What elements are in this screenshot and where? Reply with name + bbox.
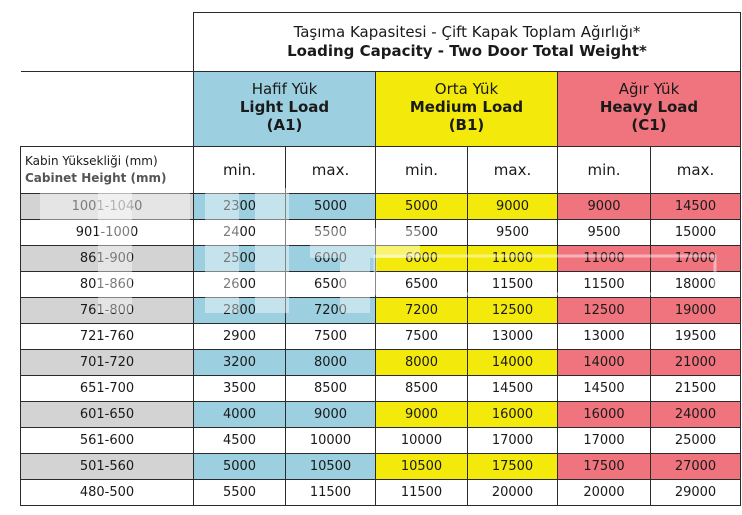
- min-value-cell: 3200: [194, 350, 286, 376]
- min-value-cell: 9500: [558, 220, 651, 246]
- max-value-cell: 17000: [468, 428, 558, 454]
- max-value-cell: 10000: [286, 428, 376, 454]
- group-code: (C1): [631, 116, 667, 134]
- max-value-cell: 8500: [286, 376, 376, 402]
- min-value-cell: 2300: [194, 194, 286, 220]
- max-value-cell: 20000: [468, 480, 558, 506]
- min-value-cell: 2600: [194, 272, 286, 298]
- group-code: (B1): [448, 116, 485, 134]
- blank-corner: [21, 13, 194, 72]
- cabinet-height-cell: 501-560: [21, 454, 194, 480]
- cabinet-height-cell: 761-800: [21, 298, 194, 324]
- min-value-cell: 6000: [376, 246, 468, 272]
- table-row: [21, 272, 741, 298]
- table-row: [21, 298, 741, 324]
- max-value-cell: 9000: [468, 194, 558, 220]
- max-value-cell: 25000: [651, 428, 741, 454]
- min-value-cell: 4000: [194, 402, 286, 428]
- min-value-cell: 9000: [376, 402, 468, 428]
- table-row: [21, 350, 741, 376]
- table-title: [194, 13, 741, 72]
- min-value-cell: 17000: [558, 428, 651, 454]
- min-value-cell: 12500: [558, 298, 651, 324]
- max-value-cell: 14000: [468, 350, 558, 376]
- cabinet-height-cell: 801-860: [21, 272, 194, 298]
- max-value-cell: 16000: [468, 402, 558, 428]
- group-code: (A1): [266, 116, 303, 134]
- min-value-cell: 14500: [558, 376, 651, 402]
- min-value-cell: 10000: [376, 428, 468, 454]
- max-value-cell: 9500: [468, 220, 558, 246]
- min-value-cell: 11000: [558, 246, 651, 272]
- max-header: max.: [468, 147, 558, 194]
- group-heavy-load: [558, 72, 741, 147]
- max-value-cell: 12500: [468, 298, 558, 324]
- min-value-cell: 8500: [376, 376, 468, 402]
- loading-capacity-table: [20, 12, 741, 506]
- max-value-cell: 11500: [286, 480, 376, 506]
- min-header: min.: [376, 147, 468, 194]
- group-medium-load: [376, 72, 558, 147]
- max-value-cell: 10500: [286, 454, 376, 480]
- min-value-cell: 17500: [558, 454, 651, 480]
- table-row: [21, 480, 741, 506]
- max-value-cell: 19500: [651, 324, 741, 350]
- max-value-cell: 17500: [468, 454, 558, 480]
- max-value-cell: 7500: [286, 324, 376, 350]
- max-header: max.: [286, 147, 376, 194]
- max-value-cell: 15000: [651, 220, 741, 246]
- cabinet-height-cell: 480-500: [21, 480, 194, 506]
- max-value-cell: 5500: [286, 220, 376, 246]
- table-row: [21, 454, 741, 480]
- min-value-cell: 3500: [194, 376, 286, 402]
- table-row: [21, 324, 741, 350]
- max-value-cell: 5000: [286, 194, 376, 220]
- min-value-cell: 5000: [194, 454, 286, 480]
- group-label-en: Light Load: [239, 98, 330, 116]
- max-value-cell: 18000: [651, 272, 741, 298]
- table-row: [21, 194, 741, 220]
- min-value-cell: 5500: [194, 480, 286, 506]
- min-value-cell: 11500: [558, 272, 651, 298]
- group-light-load: [194, 72, 376, 147]
- table-row: [21, 428, 741, 454]
- max-value-cell: 11000: [468, 246, 558, 272]
- table-row: [21, 246, 741, 272]
- max-value-cell: 6000: [286, 246, 376, 272]
- cabinet-height-cell: 1001-1040: [21, 194, 194, 220]
- group-label-tr: Ağır Yük: [618, 80, 680, 98]
- min-value-cell: 11500: [376, 480, 468, 506]
- min-header: min.: [558, 147, 651, 194]
- cabinet-height-cell: 701-720: [21, 350, 194, 376]
- cabinet-height-cell: 901-1000: [21, 220, 194, 246]
- group-label-tr: Hafif Yük: [251, 80, 318, 98]
- min-value-cell: 5500: [376, 220, 468, 246]
- max-value-cell: 21500: [651, 376, 741, 402]
- max-value-cell: 9000: [286, 402, 376, 428]
- cabinet-height-cell: 561-600: [21, 428, 194, 454]
- min-value-cell: 2900: [194, 324, 286, 350]
- min-value-cell: 7200: [376, 298, 468, 324]
- max-value-cell: 24000: [651, 402, 741, 428]
- max-header: max.: [651, 147, 741, 194]
- table-row: [21, 220, 741, 246]
- blank-corner-2: [21, 72, 194, 147]
- cabinet-height-header: [21, 147, 194, 194]
- cabinet-height-cell: 861-900: [21, 246, 194, 272]
- cabinet-height-label-tr: Kabin Yüksekliği (mm): [25, 154, 158, 169]
- min-value-cell: 2800: [194, 298, 286, 324]
- min-value-cell: 8000: [376, 350, 468, 376]
- cabinet-height-cell: 601-650: [21, 402, 194, 428]
- max-value-cell: 8000: [286, 350, 376, 376]
- group-label-tr: Orta Yük: [434, 80, 499, 98]
- max-value-cell: 13000: [468, 324, 558, 350]
- max-value-cell: 14500: [651, 194, 741, 220]
- max-value-cell: 6500: [286, 272, 376, 298]
- min-value-cell: 20000: [558, 480, 651, 506]
- min-value-cell: 7500: [376, 324, 468, 350]
- min-value-cell: 9000: [558, 194, 651, 220]
- max-value-cell: 7200: [286, 298, 376, 324]
- min-header: min.: [194, 147, 286, 194]
- max-value-cell: 27000: [651, 454, 741, 480]
- cabinet-height-cell: 721-760: [21, 324, 194, 350]
- max-value-cell: 21000: [651, 350, 741, 376]
- group-label-en: Medium Load: [409, 98, 524, 116]
- title-english: Loading Capacity - Two Door Total Weight*: [287, 42, 647, 60]
- min-value-cell: 6500: [376, 272, 468, 298]
- cabinet-height-label-en: Cabinet Height (mm): [25, 171, 167, 185]
- max-value-cell: 14500: [468, 376, 558, 402]
- min-value-cell: 4500: [194, 428, 286, 454]
- min-value-cell: 10500: [376, 454, 468, 480]
- max-value-cell: 19000: [651, 298, 741, 324]
- min-value-cell: 14000: [558, 350, 651, 376]
- table-row: [21, 402, 741, 428]
- group-label-en: Heavy Load: [599, 98, 699, 116]
- title-turkish: Taşıma Kapasitesi - Çift Kapak Toplam Ağırlığı*: [293, 23, 641, 41]
- min-value-cell: 5000: [376, 194, 468, 220]
- min-value-cell: 13000: [558, 324, 651, 350]
- min-value-cell: 2500: [194, 246, 286, 272]
- max-value-cell: 29000: [651, 480, 741, 506]
- min-value-cell: 16000: [558, 402, 651, 428]
- cabinet-height-cell: 651-700: [21, 376, 194, 402]
- max-value-cell: 11500: [468, 272, 558, 298]
- min-value-cell: 2400: [194, 220, 286, 246]
- max-value-cell: 17000: [651, 246, 741, 272]
- table-row: [21, 376, 741, 402]
